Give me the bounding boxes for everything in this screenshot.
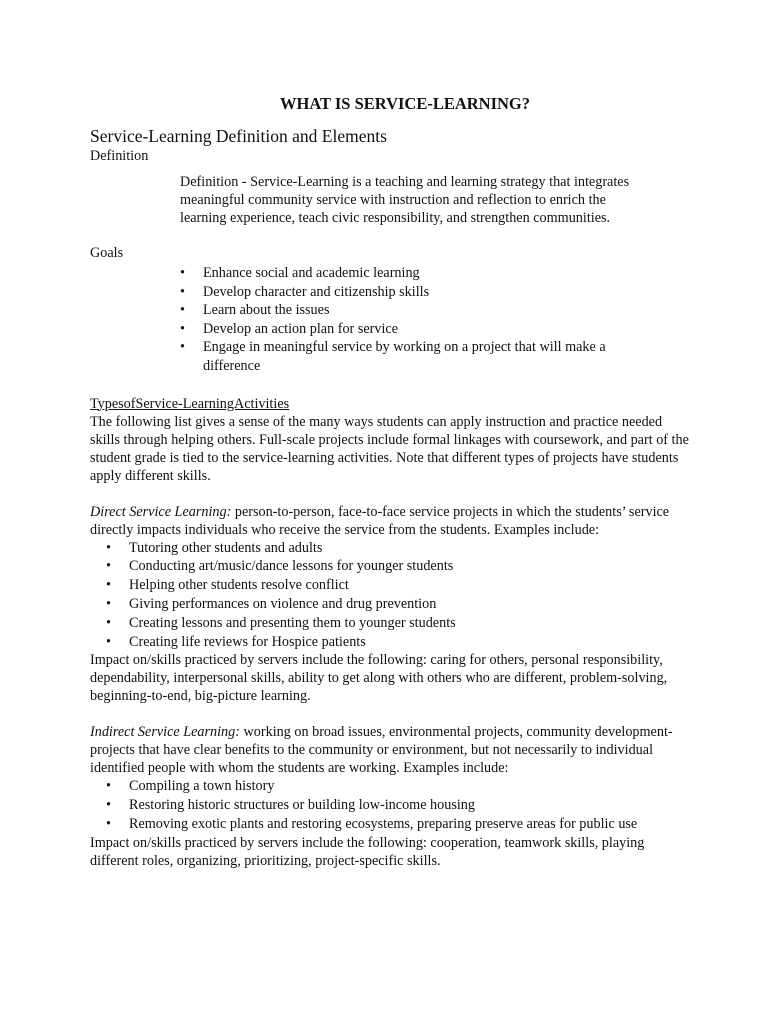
bullet-icon: • [106, 577, 111, 594]
list-item: • Tutoring other students and adults [106, 539, 323, 556]
bullet-icon: • [106, 815, 111, 832]
indirect-service-label: Indirect Service Learning: [90, 724, 240, 741]
list-item: • Giving performances on violence and drug prevention [106, 595, 437, 612]
document-page [90, 94, 690, 870]
bullet-icon: • [106, 633, 111, 650]
section-heading: Service-Learning Definition and Elements [90, 126, 387, 146]
list-item: • Develop an action plan for service [180, 320, 398, 337]
direct-service-description: person-to-person, face-to-face service projects in which the students’ service directly impacts individuals who receive the service from the students. Examples include: [90, 503, 670, 538]
direct-service-paragraph [90, 503, 690, 539]
definition-text: Definition - Service-Learning is a teaching and learning strategy that integrates meaningful community service with instruction and reflection to enrich the learning experience, teach civic responsibility, and strengthen communities. [180, 174, 630, 226]
bullet-icon: • [106, 539, 111, 556]
definition-label: Definition [90, 148, 149, 164]
indirect-service-paragraph [90, 723, 690, 777]
list-item: • Develop character and citizenship skills [180, 283, 430, 300]
direct-impact: Impact on/skills practiced by servers include the following: caring for others, personal responsibility, dependability, interpersonal skills, ability to get along with others who are different, problem-solving, beginning-to-end, big-picture learning. [90, 652, 668, 705]
types-heading: TypesofService-LearningActivities [90, 395, 290, 412]
bullet-icon: • [106, 558, 111, 575]
indirect-impact: Impact on/skills practiced by servers include the following: cooperation, teamwork skills, playing different roles, organizing, prioritizing, project-specific skills. [90, 834, 645, 869]
bullet-icon: • [106, 797, 111, 814]
indirect-examples-list [106, 777, 690, 833]
list-item: • Creating lessons and presenting them to younger students [106, 614, 456, 631]
list-item: • Conducting art/music/dance lessons for younger students [106, 558, 454, 575]
list-item: • Creating life reviews for Hospice patients [106, 633, 366, 650]
list-item: • Compiling a town history [106, 778, 275, 795]
direct-service-label: Direct Service Learning: [90, 503, 232, 520]
list-item: • Enhance social and academic learning [180, 265, 420, 281]
bullet-icon: • [180, 320, 185, 337]
goals-label: Goals [90, 245, 124, 261]
bullet-icon: • [106, 614, 111, 631]
list-item: • Engage in meaningful service by working on a project that will make a difference [180, 339, 606, 374]
list-item: • Removing exotic plants and restoring ecosystems, preparing preserve areas for public use [106, 815, 638, 832]
bullet-icon: • [180, 339, 185, 356]
list-item: • Restoring historic structures or building low-income housing [106, 797, 475, 814]
bullet-icon: • [180, 302, 185, 319]
bullet-icon: • [180, 283, 185, 300]
types-intro: The following list gives a sense of the many ways students can apply instruction and practice needed skills through helping others. Full-scale projects include formal linkages with coursework, and part of the student grade is tied to the service-learning activities. Note that different types of projects have students apply different skills. [90, 413, 689, 484]
list-item: • Helping other students resolve conflict [106, 577, 349, 594]
list-item: • Learn about the issues [180, 302, 330, 319]
direct-examples-list [106, 539, 690, 652]
bullet-icon: • [106, 778, 111, 795]
bullet-icon: • [180, 265, 185, 281]
bullet-icon: • [106, 595, 111, 612]
document-title: WHAT IS SERVICE-LEARNING? [279, 94, 531, 113]
goals-list [180, 264, 690, 376]
indirect-service-description: working on broad issues, environmental projects, community development-projects that have clear benefits to the community or environment, but not necessarily to individual identified people with whom the students are working. Examples include: [90, 724, 673, 777]
